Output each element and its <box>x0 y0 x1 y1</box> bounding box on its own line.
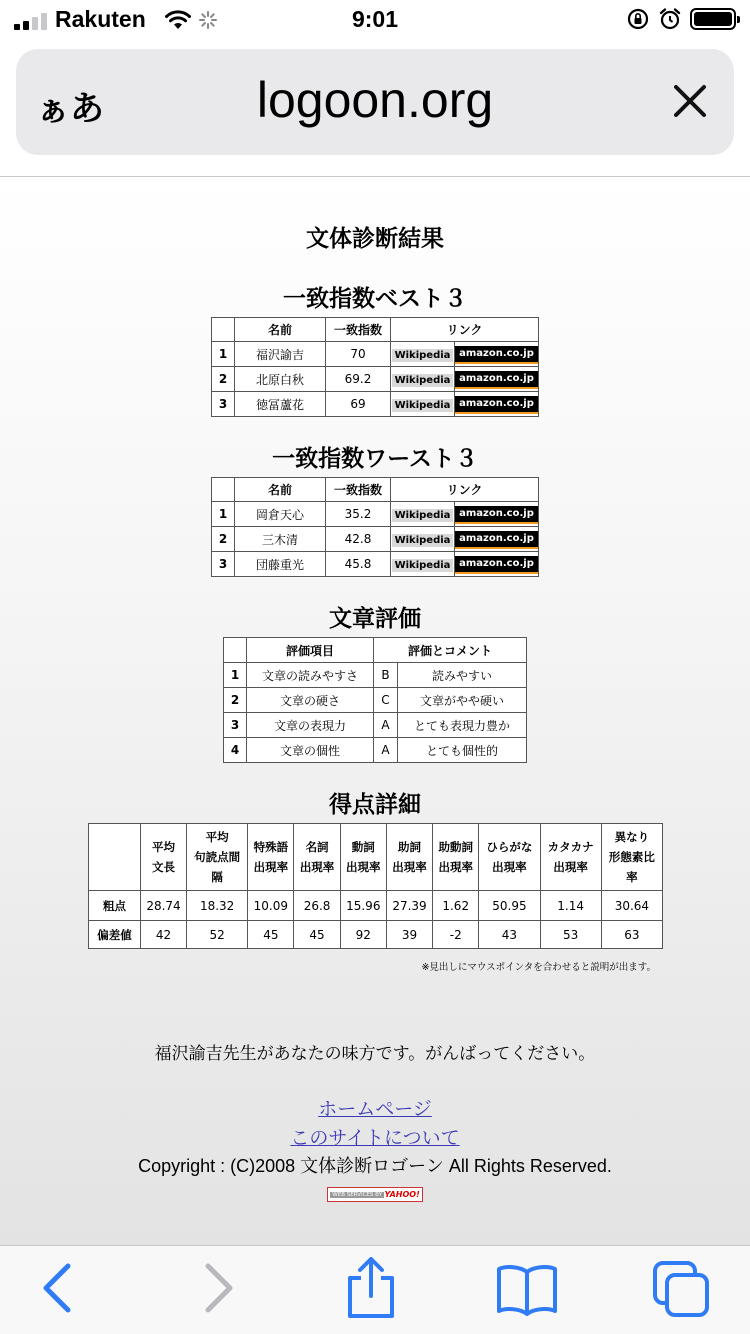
col-header: 名前 <box>235 478 326 502</box>
col-header[interactable]: 異なり 形態素比 率 <box>601 824 662 891</box>
share-icon[interactable] <box>344 1256 398 1320</box>
browser-toolbar <box>0 1245 750 1334</box>
score-detail-table <box>88 823 663 949</box>
match-score: 69 <box>326 392 391 417</box>
web-content <box>0 177 750 1245</box>
evaluation-table <box>223 637 527 763</box>
table-row: 偏差値 42 52 45 45 92 39 -2 43 53 63 <box>89 921 663 949</box>
score-detail-heading: 得点詳細 <box>329 792 421 818</box>
match-score: 70 <box>326 342 391 367</box>
wikipedia-link[interactable]: Wikipedia <box>392 534 454 547</box>
col-header[interactable]: カタカナ 出現率 <box>540 824 601 891</box>
col-header: 名前 <box>235 318 326 342</box>
table-note: ※見出しにマウスポインタを合わせると説明が出ます。 <box>421 962 656 973</box>
clock: 9:01 <box>351 6 399 32</box>
close-icon[interactable] <box>672 83 708 119</box>
alarm-icon <box>658 7 682 31</box>
orientation-lock-icon <box>626 7 650 31</box>
yahoo-web-services-badge[interactable]: WEB SERVICES BY YAHOO! <box>327 1187 423 1202</box>
best3-heading: 一致指数ベスト３ <box>283 286 467 312</box>
author-name: 三木清 <box>235 527 326 552</box>
worst3-table <box>211 477 539 577</box>
row-header: 偏差値 <box>89 921 141 949</box>
tabs-icon[interactable] <box>652 1260 712 1318</box>
battery-icon <box>690 8 736 30</box>
amazon-link[interactable]: amazon.co.jp <box>455 396 538 414</box>
match-score: 45.8 <box>326 552 391 577</box>
table-row: 3 文章の表現力 A とても表現力豊か <box>224 713 527 738</box>
author-name: 団藤重光 <box>235 552 326 577</box>
col-header[interactable]: 動詞 出現率 <box>340 824 386 891</box>
grade: C <box>374 688 398 713</box>
wikipedia-link[interactable]: Wikipedia <box>392 374 454 387</box>
col-header[interactable]: 特殊語 出現率 <box>248 824 294 891</box>
author-name: 岡倉天心 <box>235 502 326 527</box>
best3-table <box>211 317 539 417</box>
grade: B <box>374 663 398 688</box>
about-link[interactable]: このサイトについて <box>290 1128 460 1149</box>
wikipedia-link[interactable]: Wikipedia <box>392 559 454 572</box>
table-row: 4 文章の個性 A とても個性的 <box>224 738 527 763</box>
col-header: 一致指数 <box>326 318 391 342</box>
table-row: 1 岡倉天心 35.2 Wikipedia amazon.co.jp <box>212 502 539 527</box>
col-header: リンク <box>391 478 539 502</box>
amazon-link[interactable]: amazon.co.jp <box>455 556 538 574</box>
status-bar <box>0 0 750 40</box>
page-title: 文体診断結果 <box>306 226 444 252</box>
result-message: 福沢諭吉先生があなたの味方です。がんばってください。 <box>154 1044 596 1064</box>
wikipedia-link[interactable]: Wikipedia <box>392 509 454 522</box>
author-name: 北原白秋 <box>235 367 326 392</box>
table-row: 3 徳冨蘆花 69 Wikipedia amazon.co.jp <box>212 392 539 417</box>
amazon-link[interactable]: amazon.co.jp <box>455 531 538 549</box>
col-header: 評価とコメント <box>374 638 527 663</box>
url-display[interactable]: logoon.org <box>256 72 494 128</box>
row-header: 粗点 <box>89 891 141 921</box>
grade: A <box>374 713 398 738</box>
address-bar[interactable] <box>16 49 734 155</box>
col-header[interactable]: 平均 句読点間 隔 <box>187 824 248 891</box>
col-header[interactable]: 平均 文長 <box>141 824 187 891</box>
amazon-link[interactable]: amazon.co.jp <box>455 371 538 389</box>
back-icon[interactable] <box>38 1262 78 1314</box>
wikipedia-link[interactable]: Wikipedia <box>392 349 454 362</box>
col-header[interactable]: 助詞 出現率 <box>386 824 432 891</box>
amazon-link[interactable]: amazon.co.jp <box>455 506 538 524</box>
table-row: 1 文章の読みやすさ B 読みやすい <box>224 663 527 688</box>
col-header[interactable]: 名詞 出現率 <box>294 824 340 891</box>
match-score: 69.2 <box>326 367 391 392</box>
table-row: 3 団藤重光 45.8 Wikipedia amazon.co.jp <box>212 552 539 577</box>
table-row: 1 福沢諭吉 70 Wikipedia amazon.co.jp <box>212 342 539 367</box>
evaluation-heading: 文章評価 <box>329 606 421 632</box>
worst3-heading: 一致指数ワースト３ <box>272 446 478 472</box>
col-header: 一致指数 <box>326 478 391 502</box>
table-row: 2 文章の硬さ C 文章がやや硬い <box>224 688 527 713</box>
copyright: Copyright : (C)2008 文体診断ロゴーン All Rights Reserved. <box>138 1156 612 1176</box>
col-header: 評価項目 <box>247 638 374 663</box>
carrier-label: Rakuten <box>55 6 146 32</box>
author-name: 徳冨蘆花 <box>235 392 326 417</box>
amazon-link[interactable]: amazon.co.jp <box>455 346 538 364</box>
forward-icon[interactable] <box>198 1262 238 1314</box>
match-score: 35.2 <box>326 502 391 527</box>
table-row: 粗点 28.74 18.32 10.09 26.8 15.96 27.39 1.62 50.95 1.14 30.64 <box>89 891 663 921</box>
text-size-button[interactable]: ぁあ <box>36 89 104 129</box>
col-header[interactable]: ひらがな 出現率 <box>479 824 540 891</box>
bookmarks-icon[interactable] <box>495 1264 559 1316</box>
author-name: 福沢諭吉 <box>235 342 326 367</box>
home-link[interactable]: ホームページ <box>318 1099 432 1120</box>
col-header[interactable]: 助動詞 出現率 <box>433 824 479 891</box>
grade: A <box>374 738 398 763</box>
wikipedia-link[interactable]: Wikipedia <box>392 399 454 412</box>
table-row: 2 北原白秋 69.2 Wikipedia amazon.co.jp <box>212 367 539 392</box>
col-header: リンク <box>391 318 539 342</box>
table-row: 2 三木清 42.8 Wikipedia amazon.co.jp <box>212 527 539 552</box>
match-score: 42.8 <box>326 527 391 552</box>
